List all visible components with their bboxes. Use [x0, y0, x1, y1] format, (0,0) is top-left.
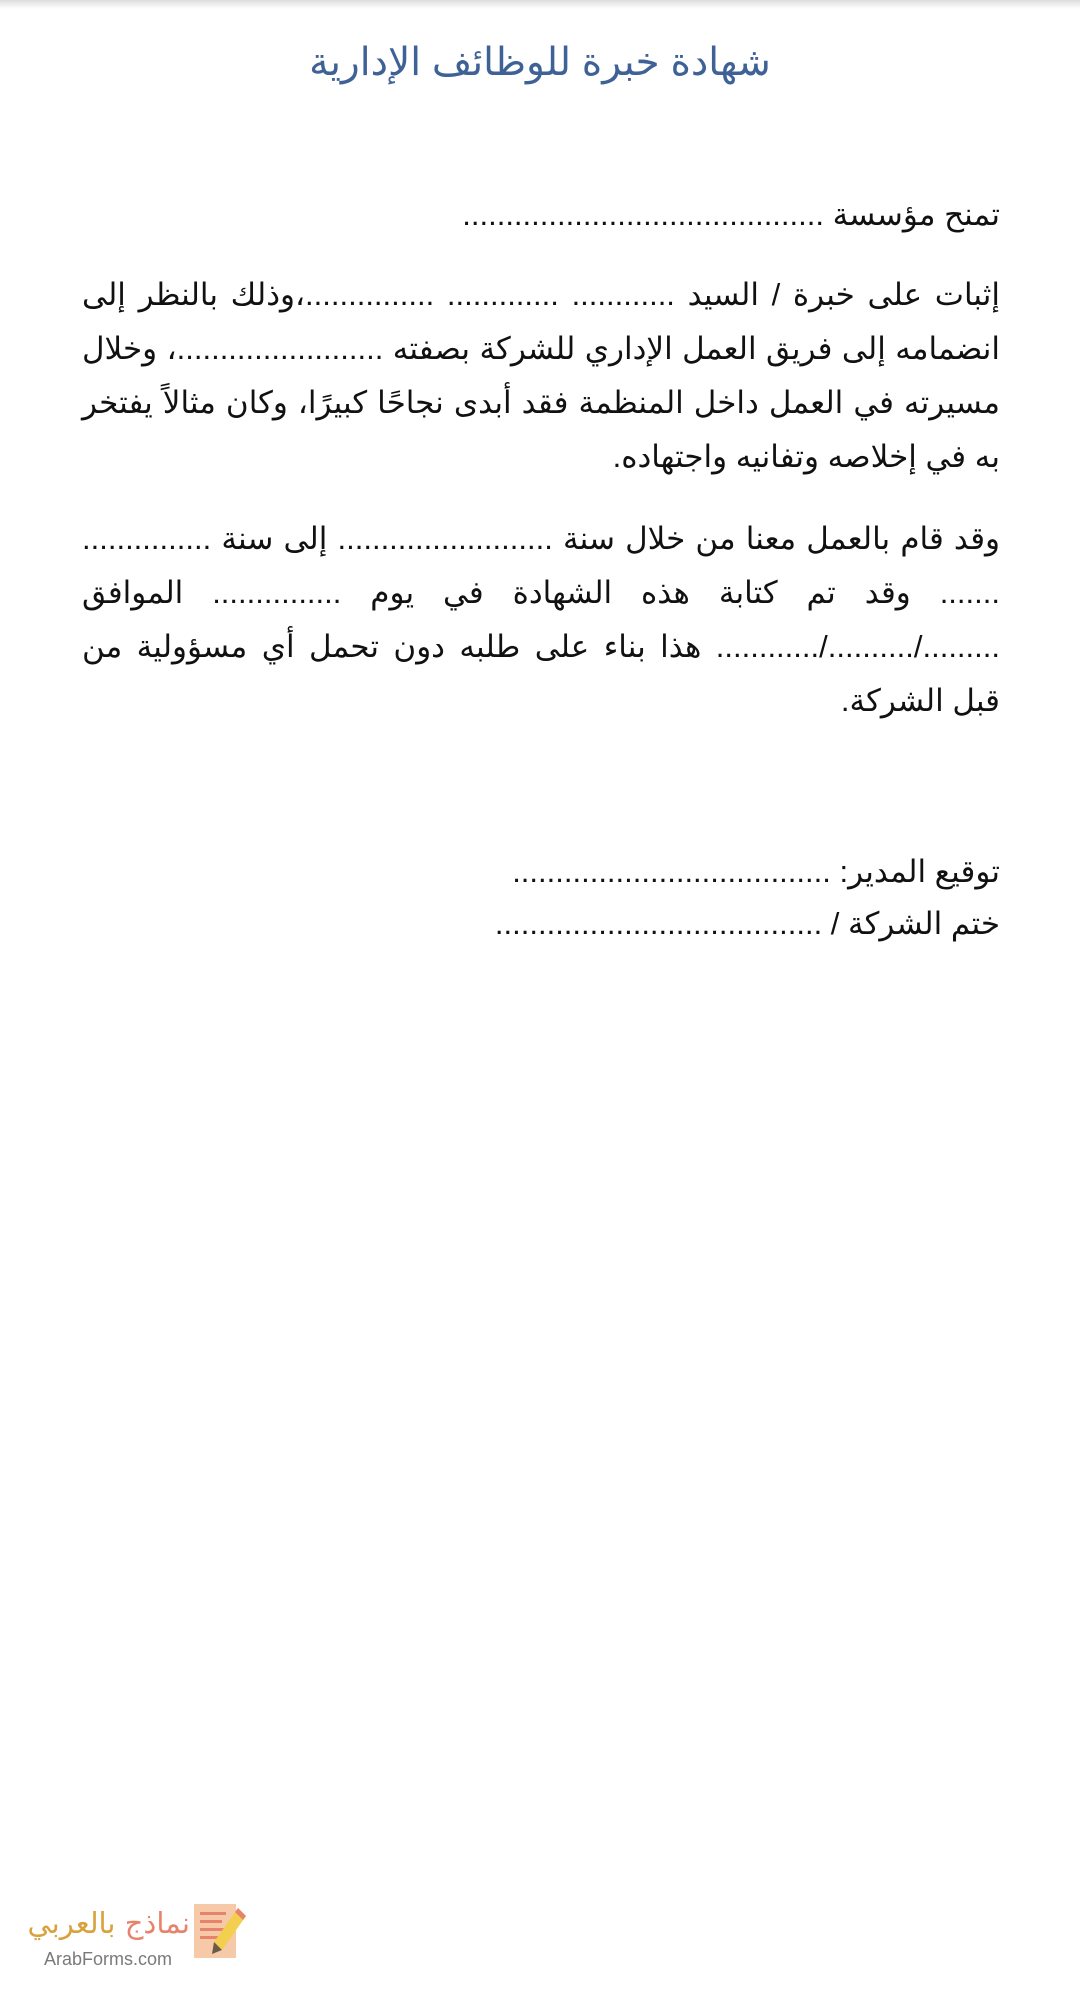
logo-arabic-text [27, 1906, 190, 1940]
document-pencil-icon [192, 1898, 250, 1962]
document-body [82, 188, 1000, 728]
arabforms-logo[interactable] [27, 1898, 260, 1978]
logo-word-2: بالعربي [27, 1906, 116, 1940]
paragraph-institution: تمنح مؤسسة .......................................... [462, 197, 1000, 232]
top-edge-shadow [0, 0, 1080, 9]
document-title: شهادة خبرة للوظائف الإدارية [309, 41, 771, 84]
manager-signature-line: توقيع المدير: ..................................... [512, 854, 1000, 889]
logo-word-1: نماذج [124, 1906, 190, 1940]
paragraph-experience: إثبات على خبرة / السيد ............ ............. ...............،وذلك بالنظر إلى انضمامه إلى فريق العمل الإداري للشركة بصفته ........................، وخلال مسيرته في العمل داخل المنظمة فقد أبدى نجاحًا كبيرًا، وكان مثالاً يفتخر به في إخلاصه وتفانيه واجتهاده. [82, 277, 1000, 474]
logo-latin-text: ArabForms.com [44, 1949, 173, 1969]
paragraph-dates: وقد قام بالعمل معنا من خلال سنة ......................... إلى سنة ............... ....... وقد تم كتابة هذه الشهادة في يوم ............... الموافق ........./........../............ هذا بناء على طلبه دون تحمل أي مسؤولية من قبل الشركة. [82, 521, 1000, 718]
signature-block [82, 846, 1000, 950]
company-stamp-line: ختم الشركة / ...................................... [494, 906, 1000, 941]
